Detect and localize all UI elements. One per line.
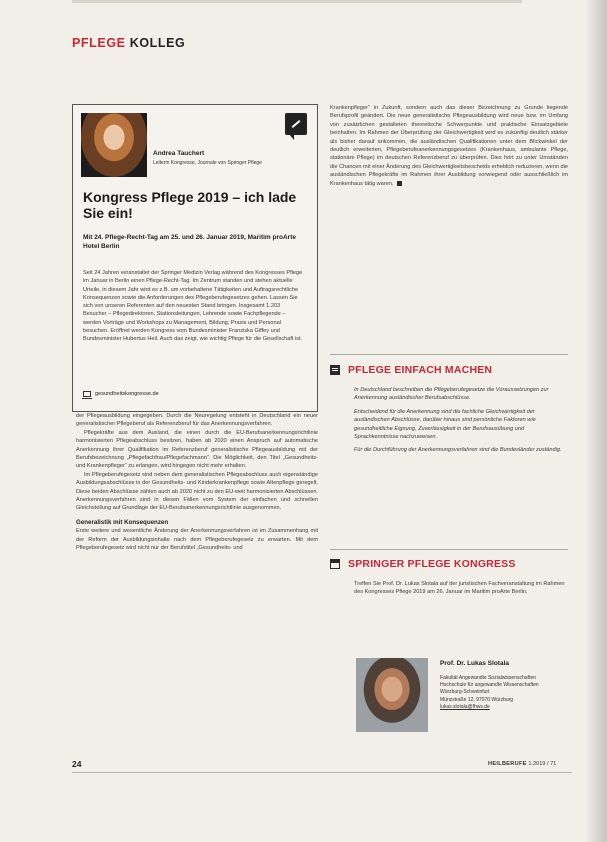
comment-icon	[285, 113, 307, 135]
left-paragraph: Pflegekräfte aus dem Ausland, die einen durch die EU-Berufsanerkennungsrichtlinie harmonisierten Pflegeabschluss besitzen, haben ab 2020 einen Anspruch auf automatische Anerkennung ihrer Qualifikation im Referenzberuf generalistische Pflegeausbildung mit der Berufsbezeichnung „Pflegefachfrau/Pflegefachmann“. Die Möglichkeit, den Titel „Gesundheits- und Krankenpfleger“ zu erlangen, wird hingegen nicht mehr erhalten.	[76, 429, 318, 470]
chat-icon	[330, 365, 340, 375]
section-kongress-text: Treffen Sie Prof. Dr. Lukas Slotala auf der juristischen Fachveranstaltung im Rahmen des Kongresses Pflege 2019 am 26. Januar im Maritim proArte Berlin.	[354, 581, 565, 596]
footer-rule	[72, 772, 572, 773]
pflege-paragraph: In Deutschland beschreiben die Pflegeberufegesetze die Voraussetzungen zur Anerkennung ausländischer Berufsabschlüsse.	[354, 387, 549, 402]
laptop-icon	[83, 391, 91, 397]
left-paragraph: Erste weitere und wesentliche Änderung der Anerkennungsverfahren ist im Zusammenhang mit der Reform der Ausbildungsinhalte nach dem Pflegeberufegesetz zu erwarten. Mit dem Pflegeberufegesetz wird nicht nur der Berufstitel „Gesundheits- und	[76, 528, 318, 552]
page-fold-shadow	[585, 0, 607, 842]
pflege-paragraph: Für die Durchführung der Anerkennungsverfahren sind die Bundesländer zuständig.	[354, 447, 562, 454]
left-paragraph: Im Pflegeberufegesetz sind neben dem generalistischen Pflegeabschluss auch eigenständige Ausbildungsabschlüsse in der Gesundheits- und Kinderkrankenpflege sowie Altenpflege geregelt. Diese beiden Abschlüsse zählen auch ab 2020 nicht zu den EU-weit harmonisierten Abschlüssen. Anerkennungsverfahren sind in diesen Fällen vom System der einfachen und schnellen Gleichstellung auf Grundlage der EU-Berufsanerkennungsrichtlinie ausgenommen.	[76, 471, 318, 512]
editorial-box	[72, 104, 318, 412]
kicker-dark: KOLLEG	[129, 36, 186, 50]
section-rule	[330, 549, 568, 550]
left-paragraph: der Pflegeausbildung eingegeben. Durch die Neuregelung entsteht in Deutschland ein neuer generalistischer Pflegeberuf als Referenzberuf für das Anerkennungsverfahren.	[76, 413, 318, 428]
section-kongress-title	[330, 558, 516, 570]
section-title-text: SPRINGER PFLEGE KONGRESS	[348, 558, 516, 570]
website-line[interactable]	[83, 391, 159, 397]
left-subhead: Generalistik mit Konsequenzen	[76, 518, 169, 526]
pflege-paragraph: Entscheidend für die Anerkennung sind die fachliche Gleichwertigkeit der ausländischen Abschlüsse, darüber hinaus sind persönliche Faktoren wie gesundheitliche Eignung, Zuverlässigkeit in der Berufsausübung und Sprachkenntnisse nachzuweisen.	[354, 408, 536, 441]
subheadline: Mit 24. Pflege-Recht-Tag am 25. und 26. Januar 2019, Maritim proArte Hotel Berlin	[83, 234, 296, 250]
profile-email-link[interactable]: lukas.slotala@fhws.de	[440, 703, 490, 710]
profile-line: Würzburg-Schweinfurt	[440, 689, 490, 696]
magazine-name: HEILBERUFE	[488, 761, 527, 767]
issue-number: 1.2019 / 71	[528, 761, 557, 767]
author-name: Andrea Tauchert	[153, 150, 205, 157]
profile-name: Prof. Dr. Lukas Slotala	[440, 660, 509, 667]
section-kicker	[72, 36, 185, 50]
profile-line: Hochschule für angewandte Wissenschaften	[440, 682, 539, 689]
right-column-top	[330, 104, 568, 188]
author-portrait	[81, 113, 147, 177]
profile-line: Münzstraße 12, 97070 Würzburg	[440, 696, 514, 703]
page-number: 24	[72, 759, 82, 769]
author-role: Leiterin Kongresse, Journale von Springer Pflege	[153, 160, 262, 166]
left-column	[76, 412, 318, 553]
right-paragraph: Krankenpfleger“ in Zukunft, sondern auch das dieser Bezeichnung zu Grunde liegende Berufsprofil geändert. Die neue generalistische Pflegeausbildung wird neue bzw. im Umfang von zusätzlichen gestalteten theoretische Schwerpunkte und praktische Einsatzgebiete beinhalten. Im Rahmen der Überprüfung der Gleichwertigkeit wird es zukünftig deutlich stärker als bisher darauf ankommen, die ausländischen Qualifikationen unter dem Blickwinkel der deutlich erweiterten, Pflegeberufeanerkennungsgesetzes (Krankenhaus, ambulante Pflege, stationäre Pflege) im deutschen Referenzberuf zu überprüfen. Dies hört zu unter Umständen die Chancen mit einer Änderung des Gleichwertigkeitsbescheids erheblich reduzieren, wenn die ausländischen Pflegekräfte im Rahmen ihrer Ausbildung vorwiegend oder ausschließlich im Krankenhaus tätig waren.	[330, 105, 568, 187]
profile-info	[440, 675, 570, 711]
section-pflege-title	[330, 364, 492, 376]
section-pflege-text	[354, 386, 566, 460]
profile-photo	[356, 658, 428, 732]
headline: Kongress Pflege 2019 – ich lade Sie ein!	[83, 189, 297, 221]
box-body: Seit 24 Jahren veranstaltet der Springer Medizin Verlag während des Kongresses Pflege im Januar in Berlin einen Pflege-Recht-Tag. Im Zentrum standen und stehen aktuelle Urteile, in diesem Jahr wird es z.B. um vorbehaltene Tätigkeiten und Auftragsrechtliche Konsequenzen sowie die Anforderungen des Pflegeberufegesetzes gehen. Lassen Sie sich von unseren Referenten auf den neuesten Stand bringen. Insgesamt 1.203 Besucher – Pflegedirektoren, Stationsleitungen, Lehrende sowie Fachpflegende – werden Vorträge und Workshops zu Management, Bildung, Praxis und Personal besuchen. Eröffnet werden Kongress vom Bundesminister Franziska Giffey und Bundesminister Hubertus Heil. Auch das zeigt, wie wichtig Pflege für die Gesellschaft ist.	[83, 270, 303, 343]
footer-magazine	[488, 761, 556, 767]
section-title-text: PFLEGE EINFACH MACHEN	[348, 364, 493, 376]
end-mark-icon	[397, 181, 402, 186]
kicker-red: PFLEGE	[72, 36, 126, 50]
section-rule	[330, 354, 568, 355]
profile-line: Fakultät Angewandte Sozialwissenschaften	[440, 675, 536, 681]
top-rule	[72, 0, 522, 3]
website-link[interactable]: gesundheitskongresse.de	[95, 391, 159, 397]
calendar-icon	[330, 559, 340, 569]
